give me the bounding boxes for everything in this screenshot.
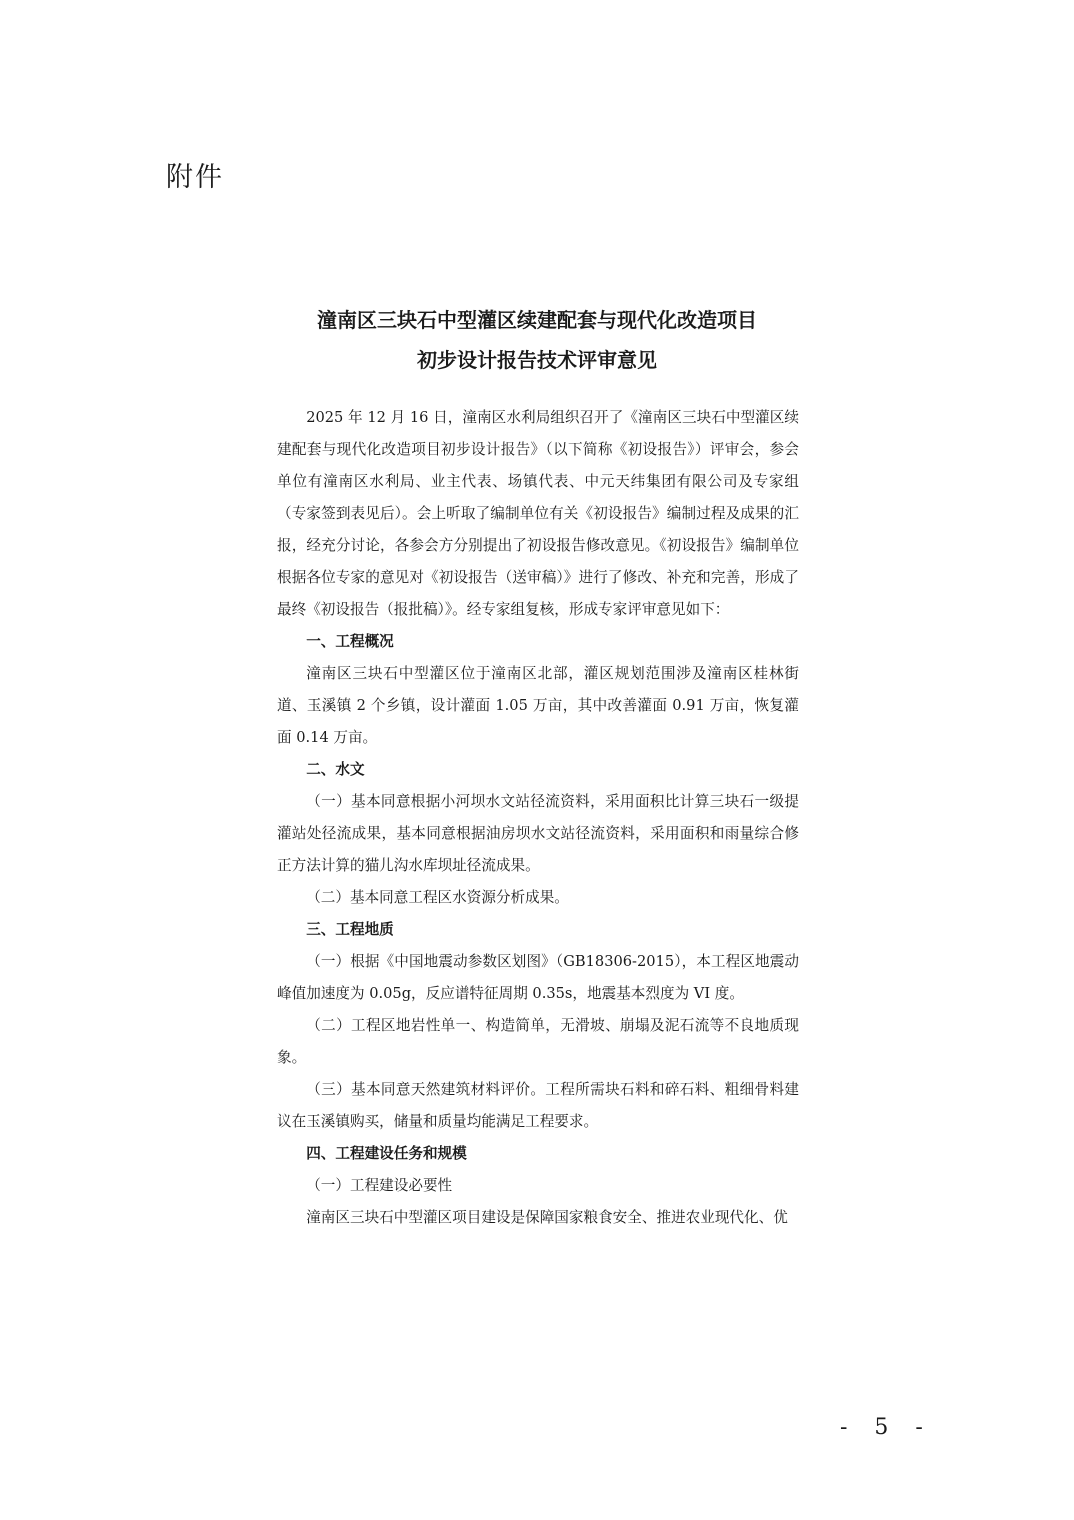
section-heading-overview: 一、工程概况: [306, 633, 394, 650]
attachment-label: 附件: [166, 162, 224, 193]
document-body: [277, 402, 799, 1234]
document-title-line-2: 初步设计报告技术评审意见: [417, 348, 657, 372]
paragraph: （二）基本同意工程区水资源分析成果。: [306, 889, 569, 906]
section-heading-hydrology: 二、水文: [306, 761, 365, 778]
page-number: - 5 -: [840, 1415, 933, 1440]
paragraph: （三）基本同意天然建筑材料评价。工程所需块石料和碎石料、粗细骨料建议在玉溪镇购买，储量和质量均能满足工程要求。: [277, 1081, 799, 1130]
section-heading-geology: 三、工程地质: [306, 921, 394, 938]
paragraph: 潼南区三块石中型灌区位于潼南区北部，灌区规划范围涉及潼南区桂林街道、玉溪镇 2 个乡镇，设计灌面 1.05 万亩，其中改善灌面 0.91 万亩，恢复灌面 0.14 万亩。: [277, 665, 799, 746]
paragraph: （一）根据《中国地震动参数区划图》（GB18306-2015），本工程区地震动峰值加速度为 0.05g，反应谱特征周期 0.35s，地震基本烈度为 VI 度。: [277, 953, 799, 1002]
paragraph: （二）工程区地岩性单一、构造简单，无滑坡、崩塌及泥石流等不良地质现象。: [277, 1017, 799, 1066]
document-title-line-1: 潼南区三块石中型灌区续建配套与现代化改造项目: [317, 308, 757, 332]
paragraph: （一）工程建设必要性: [306, 1177, 453, 1194]
intro-paragraph: 2025 年 12 月 16 日，潼南区水利局组织召开了《潼南区三块石中型灌区续建配套与现代化改造项目初步设计报告》（以下简称《初设报告》）评审会，参会单位有潼南区水利局、业主代表、场镇代表、中元天纬集团有限公司及专家组（专家签到表见后）。会上听取了编制单位有关《初设报告》编制过程及成果的汇报，经充分讨论，各参会方分别提出了初设报告修改意见。《初设报告》编制单位根据各位专家的意见对《初设报告（送审稿）》进行了修改、补充和完善，形成了最终《初设报告（报批稿）》。经专家组复核，形成专家评审意见如下：: [277, 409, 799, 618]
section-heading-tasks-scale: 四、工程建设任务和规模: [306, 1145, 467, 1162]
paragraph: （一）基本同意根据小河坝水文站径流资料，采用面积比计算三块石一级提灌站处径流成果，基本同意根据油房坝水文站径流资料，采用面积和雨量综合修正方法计算的猫儿沟水库坝址径流成果。: [277, 793, 799, 874]
paragraph: 潼南区三块石中型灌区项目建设是保障国家粮食安全、推进农业现代化、优: [306, 1209, 788, 1226]
